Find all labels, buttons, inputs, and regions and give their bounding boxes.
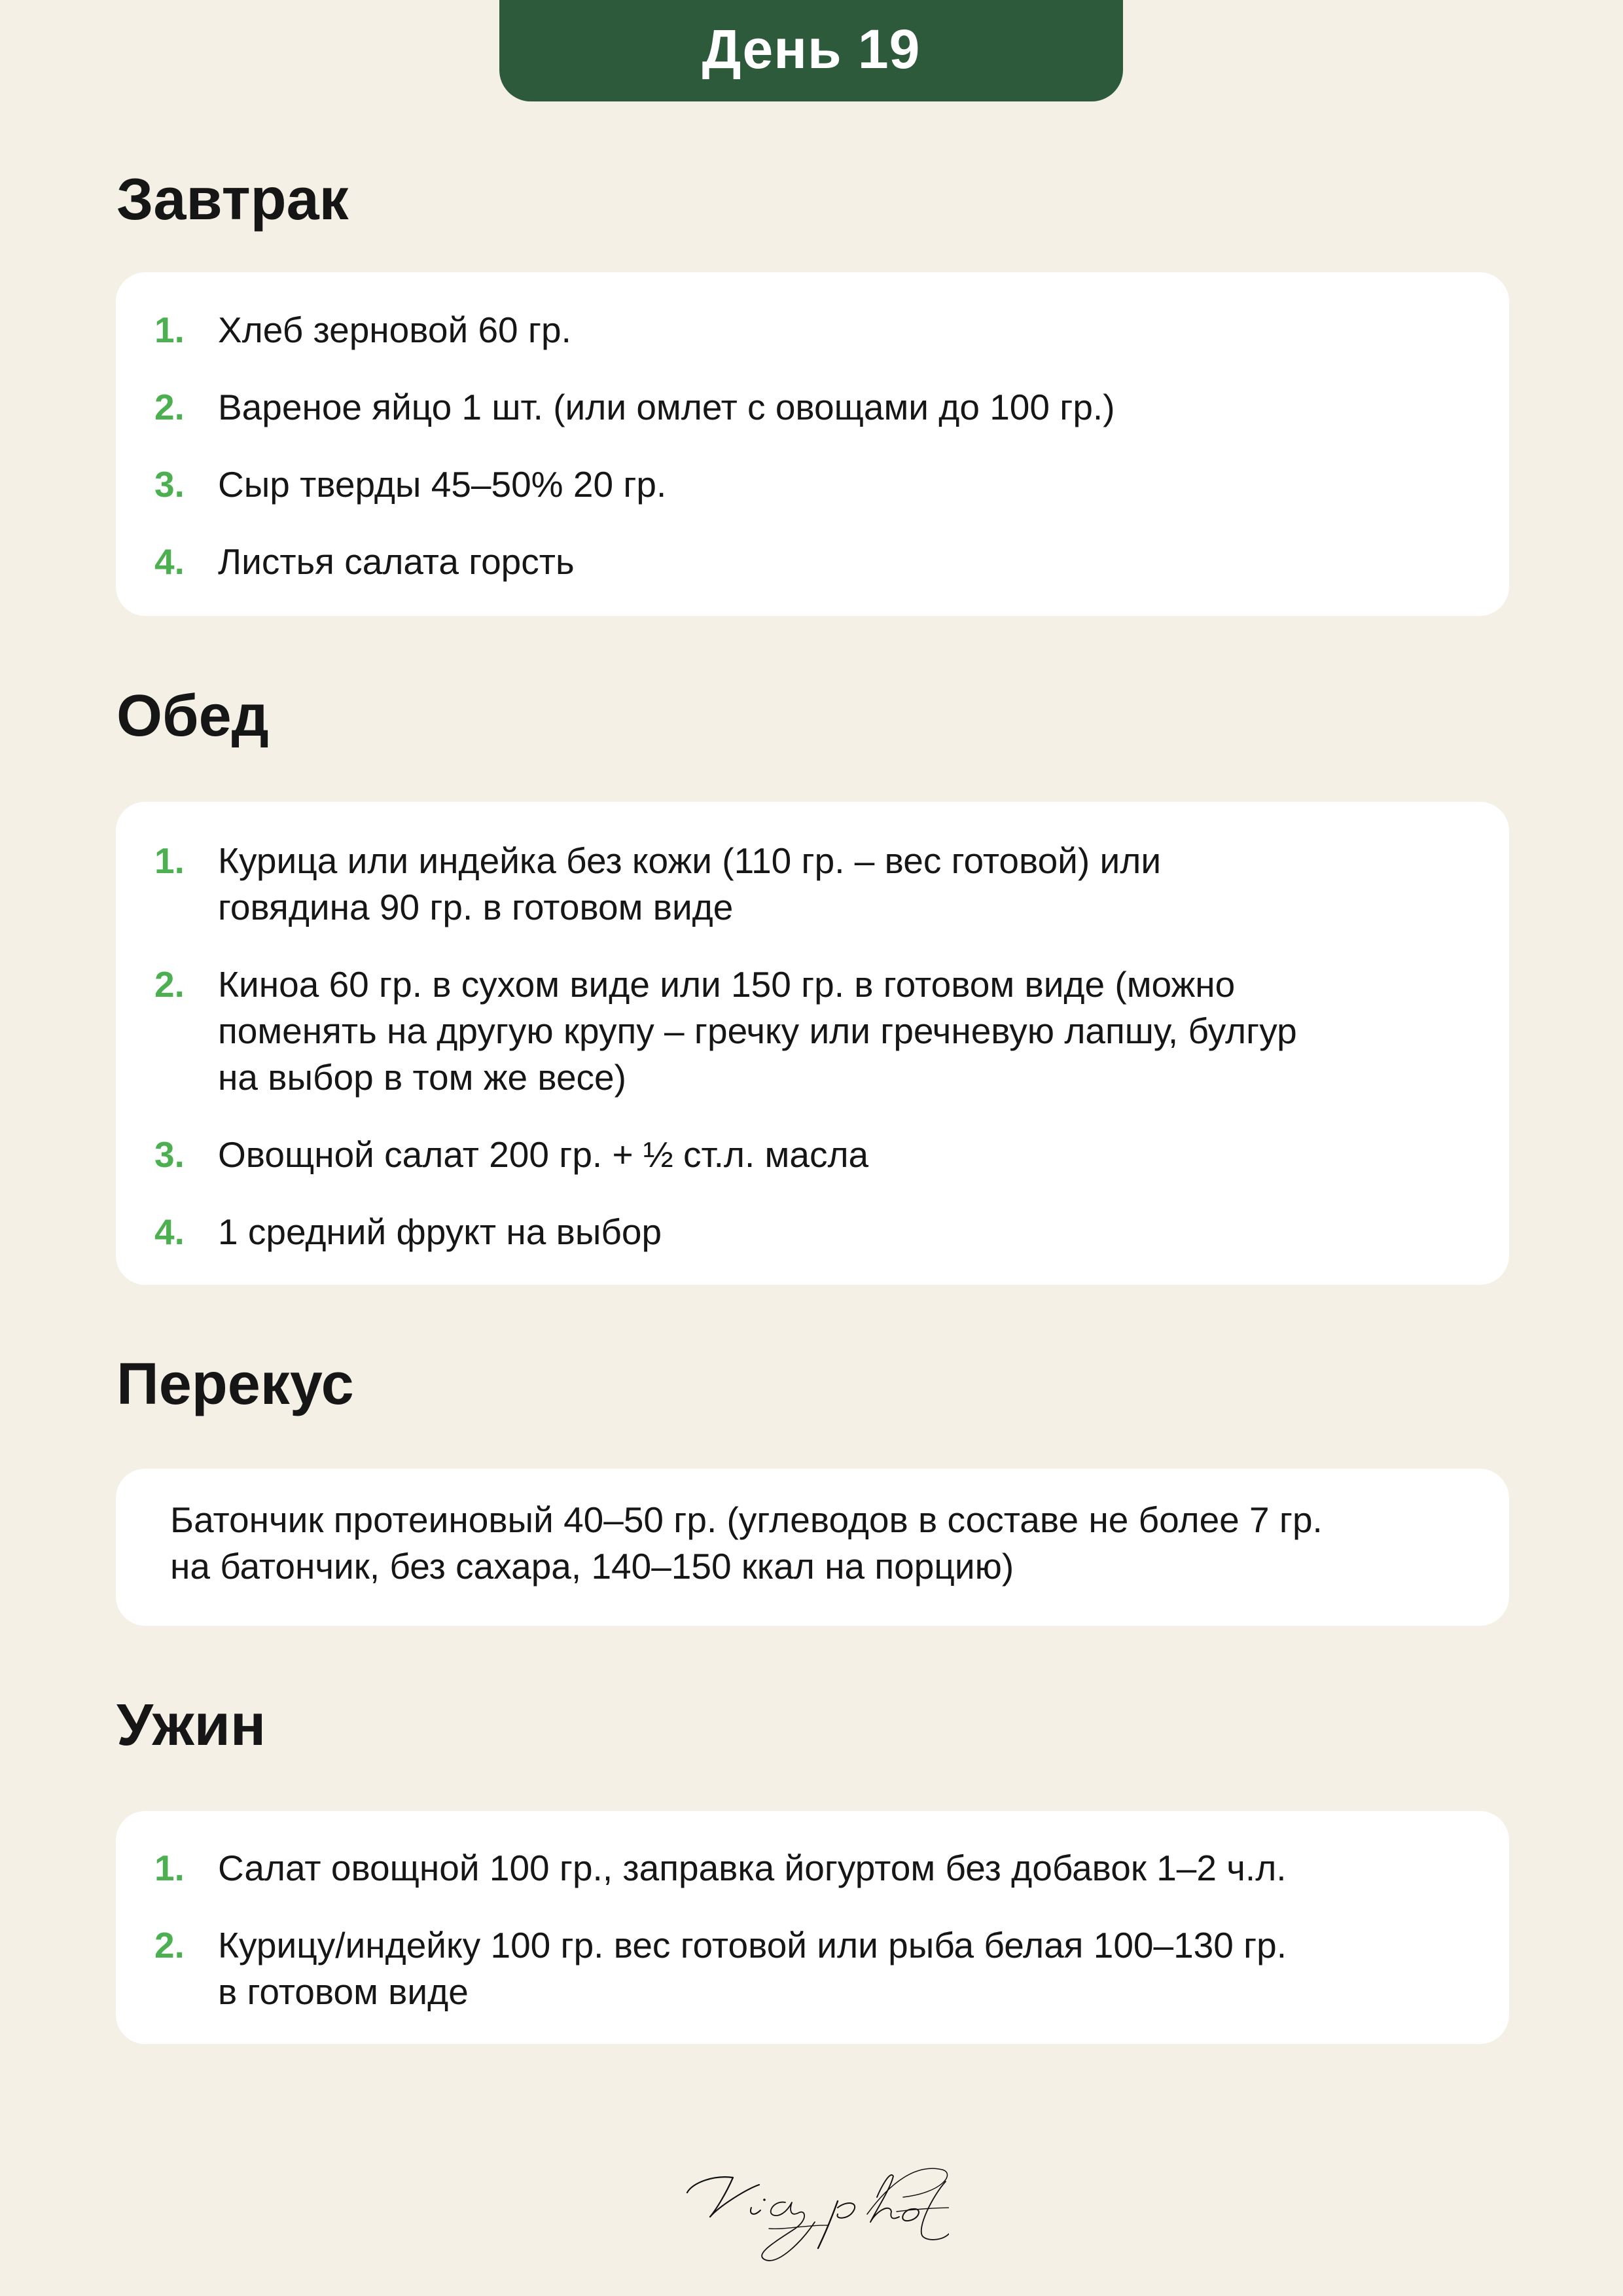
item-line: Вареное яйцо 1 шт. (или омлет с овощами до 100 гр.) (218, 387, 1115, 427)
item-line: Листья салата горсть (218, 541, 575, 582)
list-item (154, 838, 1483, 931)
item-text (218, 384, 1483, 431)
item-number: 1. (154, 310, 185, 350)
day-header-banner (499, 0, 1123, 101)
item-text (218, 307, 1483, 353)
item-text (218, 461, 1483, 508)
list-item (154, 1132, 1483, 1178)
item-line: Салат овощной 100 гр., заправка йогуртом без добавок 1–2 ч.л. (218, 1848, 1287, 1888)
item-line: 1 средний фрукт на выбор (218, 1211, 662, 1252)
lunch-list (154, 838, 1483, 1255)
item-text (218, 961, 1483, 1101)
snack-line: на батончик, без сахара, 140–150 ккал на порцию) (170, 1546, 1014, 1587)
item-line: Сыр тверды 45–50% 20 гр. (218, 464, 667, 505)
section-heading-dinner: Ужин (116, 1693, 266, 1758)
item-line: говядина 90 гр. в готовом виде (218, 887, 734, 927)
item-line: Киноа 60 гр. в сухом виде или 150 гр. в готовом виде (можно (218, 964, 1236, 1005)
item-number: 2. (154, 387, 185, 427)
item-text (218, 1922, 1483, 2015)
dinner-card (116, 1811, 1509, 2044)
item-text (218, 1209, 1483, 1255)
item-text (218, 539, 1483, 585)
section-heading-breakfast: Завтрак (116, 167, 349, 232)
item-line: Овощной салат 200 гр. + ½ ст.л. масла (218, 1134, 869, 1175)
item-line: Курицу/индейку 100 гр. вес готовой или рыба белая 100–130 гр. (218, 1925, 1287, 1965)
item-text (218, 1845, 1483, 1892)
item-number: 1. (154, 1848, 185, 1888)
item-number: 4. (154, 1211, 185, 1252)
list-item (154, 1922, 1483, 2015)
section-heading-lunch: Обед (116, 683, 269, 749)
item-number: 2. (154, 964, 185, 1005)
list-item (154, 961, 1483, 1101)
list-item (154, 307, 1483, 353)
snack-line: Батончик протеиновый 40–50 гр. (углеводов в составе не более 7 гр. (170, 1499, 1323, 1540)
day-title: День 19 (702, 18, 921, 80)
item-number: 1. (154, 840, 185, 881)
snack-text (170, 1497, 1323, 1590)
item-line: в готовом виде (218, 1971, 469, 2012)
list-item (154, 1845, 1483, 1892)
list-item (154, 384, 1483, 431)
item-text (218, 838, 1483, 931)
list-item (154, 539, 1483, 585)
lunch-card (116, 802, 1509, 1285)
item-line: поменять на другую крупу – гречку или гречневую лапшу, булгур (218, 1011, 1297, 1051)
section-heading-snack: Перекус (116, 1352, 354, 1417)
list-item (154, 1209, 1483, 1255)
item-line: Хлеб зерновой 60 гр. (218, 310, 571, 350)
breakfast-card (116, 272, 1509, 616)
breakfast-list (154, 307, 1483, 585)
item-number: 3. (154, 464, 185, 505)
item-number: 4. (154, 541, 185, 582)
item-line: на выбор в том же весе) (218, 1057, 626, 1098)
snack-card (116, 1469, 1509, 1626)
dinner-list (154, 1845, 1483, 2015)
item-line: Курица или индейка без кожи (110 гр. – вес готовой) или (218, 840, 1162, 881)
item-number: 3. (154, 1134, 185, 1175)
signature-logo-icon (681, 2157, 949, 2265)
item-text (218, 1132, 1483, 1178)
item-number: 2. (154, 1925, 185, 1965)
list-item (154, 461, 1483, 508)
